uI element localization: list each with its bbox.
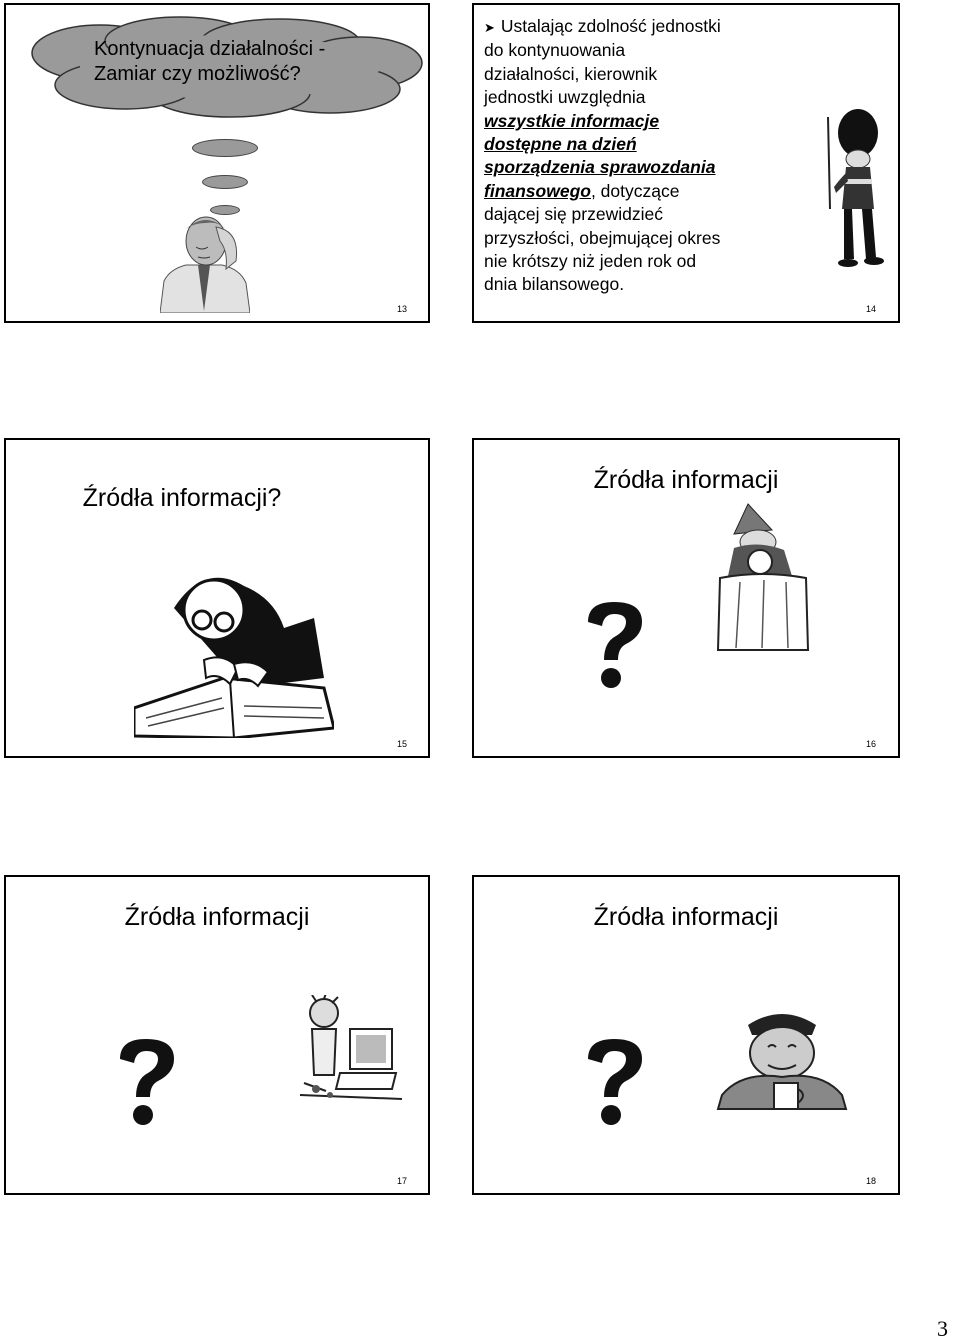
page-number: 3 (937, 1316, 948, 1341)
cloud-text (94, 37, 364, 87)
cloud-line-2: Zamiar czy możliwość? (94, 63, 301, 85)
bullet-line: jednostki uwzględnia (484, 87, 646, 108)
bullet-line: dnia bilansowego. (484, 274, 625, 295)
emphasis-line: finansowego (484, 180, 591, 201)
slide-16 (472, 438, 900, 758)
slide-title: Źródła informacji? (82, 484, 282, 512)
thought-bubble-medium (202, 175, 248, 189)
bullet-line: dającej się przewidzieć (484, 204, 663, 225)
cloud-line-1: Kontynuacja działalności - (94, 38, 326, 60)
slide-title: Źródła informacji (593, 466, 779, 494)
bullet-line: Ustalając zdolność jednostki (500, 16, 721, 36)
slide-18 (472, 875, 900, 1195)
bullet-line: przyszłości, obejmującej okres (484, 227, 721, 248)
emphasis-line: sporządzenia sprawozdania (484, 157, 716, 178)
slide-title: Źródła informacji (593, 903, 779, 931)
bullet-line: działalności, kierownik (484, 63, 658, 84)
fortune-teller-icon (712, 500, 812, 660)
emphasis-line: wszystkie informacje (484, 110, 660, 131)
question-mark-icon (582, 600, 646, 690)
emphasis-line: dostępne na dzień (484, 134, 637, 155)
beer-man-icon (712, 1005, 852, 1115)
slide-number: 17 (397, 1176, 408, 1186)
slide-number: 16 (866, 739, 877, 749)
question-mark-icon (114, 1037, 178, 1127)
bullet-line: nie krótszy niż jeden rok od (484, 251, 697, 272)
reading-man-icon (134, 568, 334, 738)
slide-15 (4, 438, 430, 758)
computer-user-icon (296, 995, 406, 1107)
slide-14 (472, 3, 900, 323)
slide-number: 15 (397, 739, 408, 749)
slide-13 (4, 3, 430, 323)
bullet-arrow-icon: ➤ (484, 20, 495, 35)
slide-number: 18 (866, 1176, 877, 1186)
thinking-man-icon (160, 211, 250, 313)
bullet-text (484, 15, 784, 297)
slide-number: 14 (866, 304, 877, 314)
bullet-line: do kontynuowania (484, 40, 626, 61)
question-mark-icon (582, 1037, 646, 1127)
thought-bubble-large (192, 139, 258, 157)
bullet-line: , dotyczące (590, 180, 680, 201)
slide-title: Źródła informacji (124, 903, 310, 931)
slide-17 (4, 875, 430, 1195)
royal-guard-icon (814, 109, 886, 271)
slide-number: 13 (397, 304, 408, 314)
